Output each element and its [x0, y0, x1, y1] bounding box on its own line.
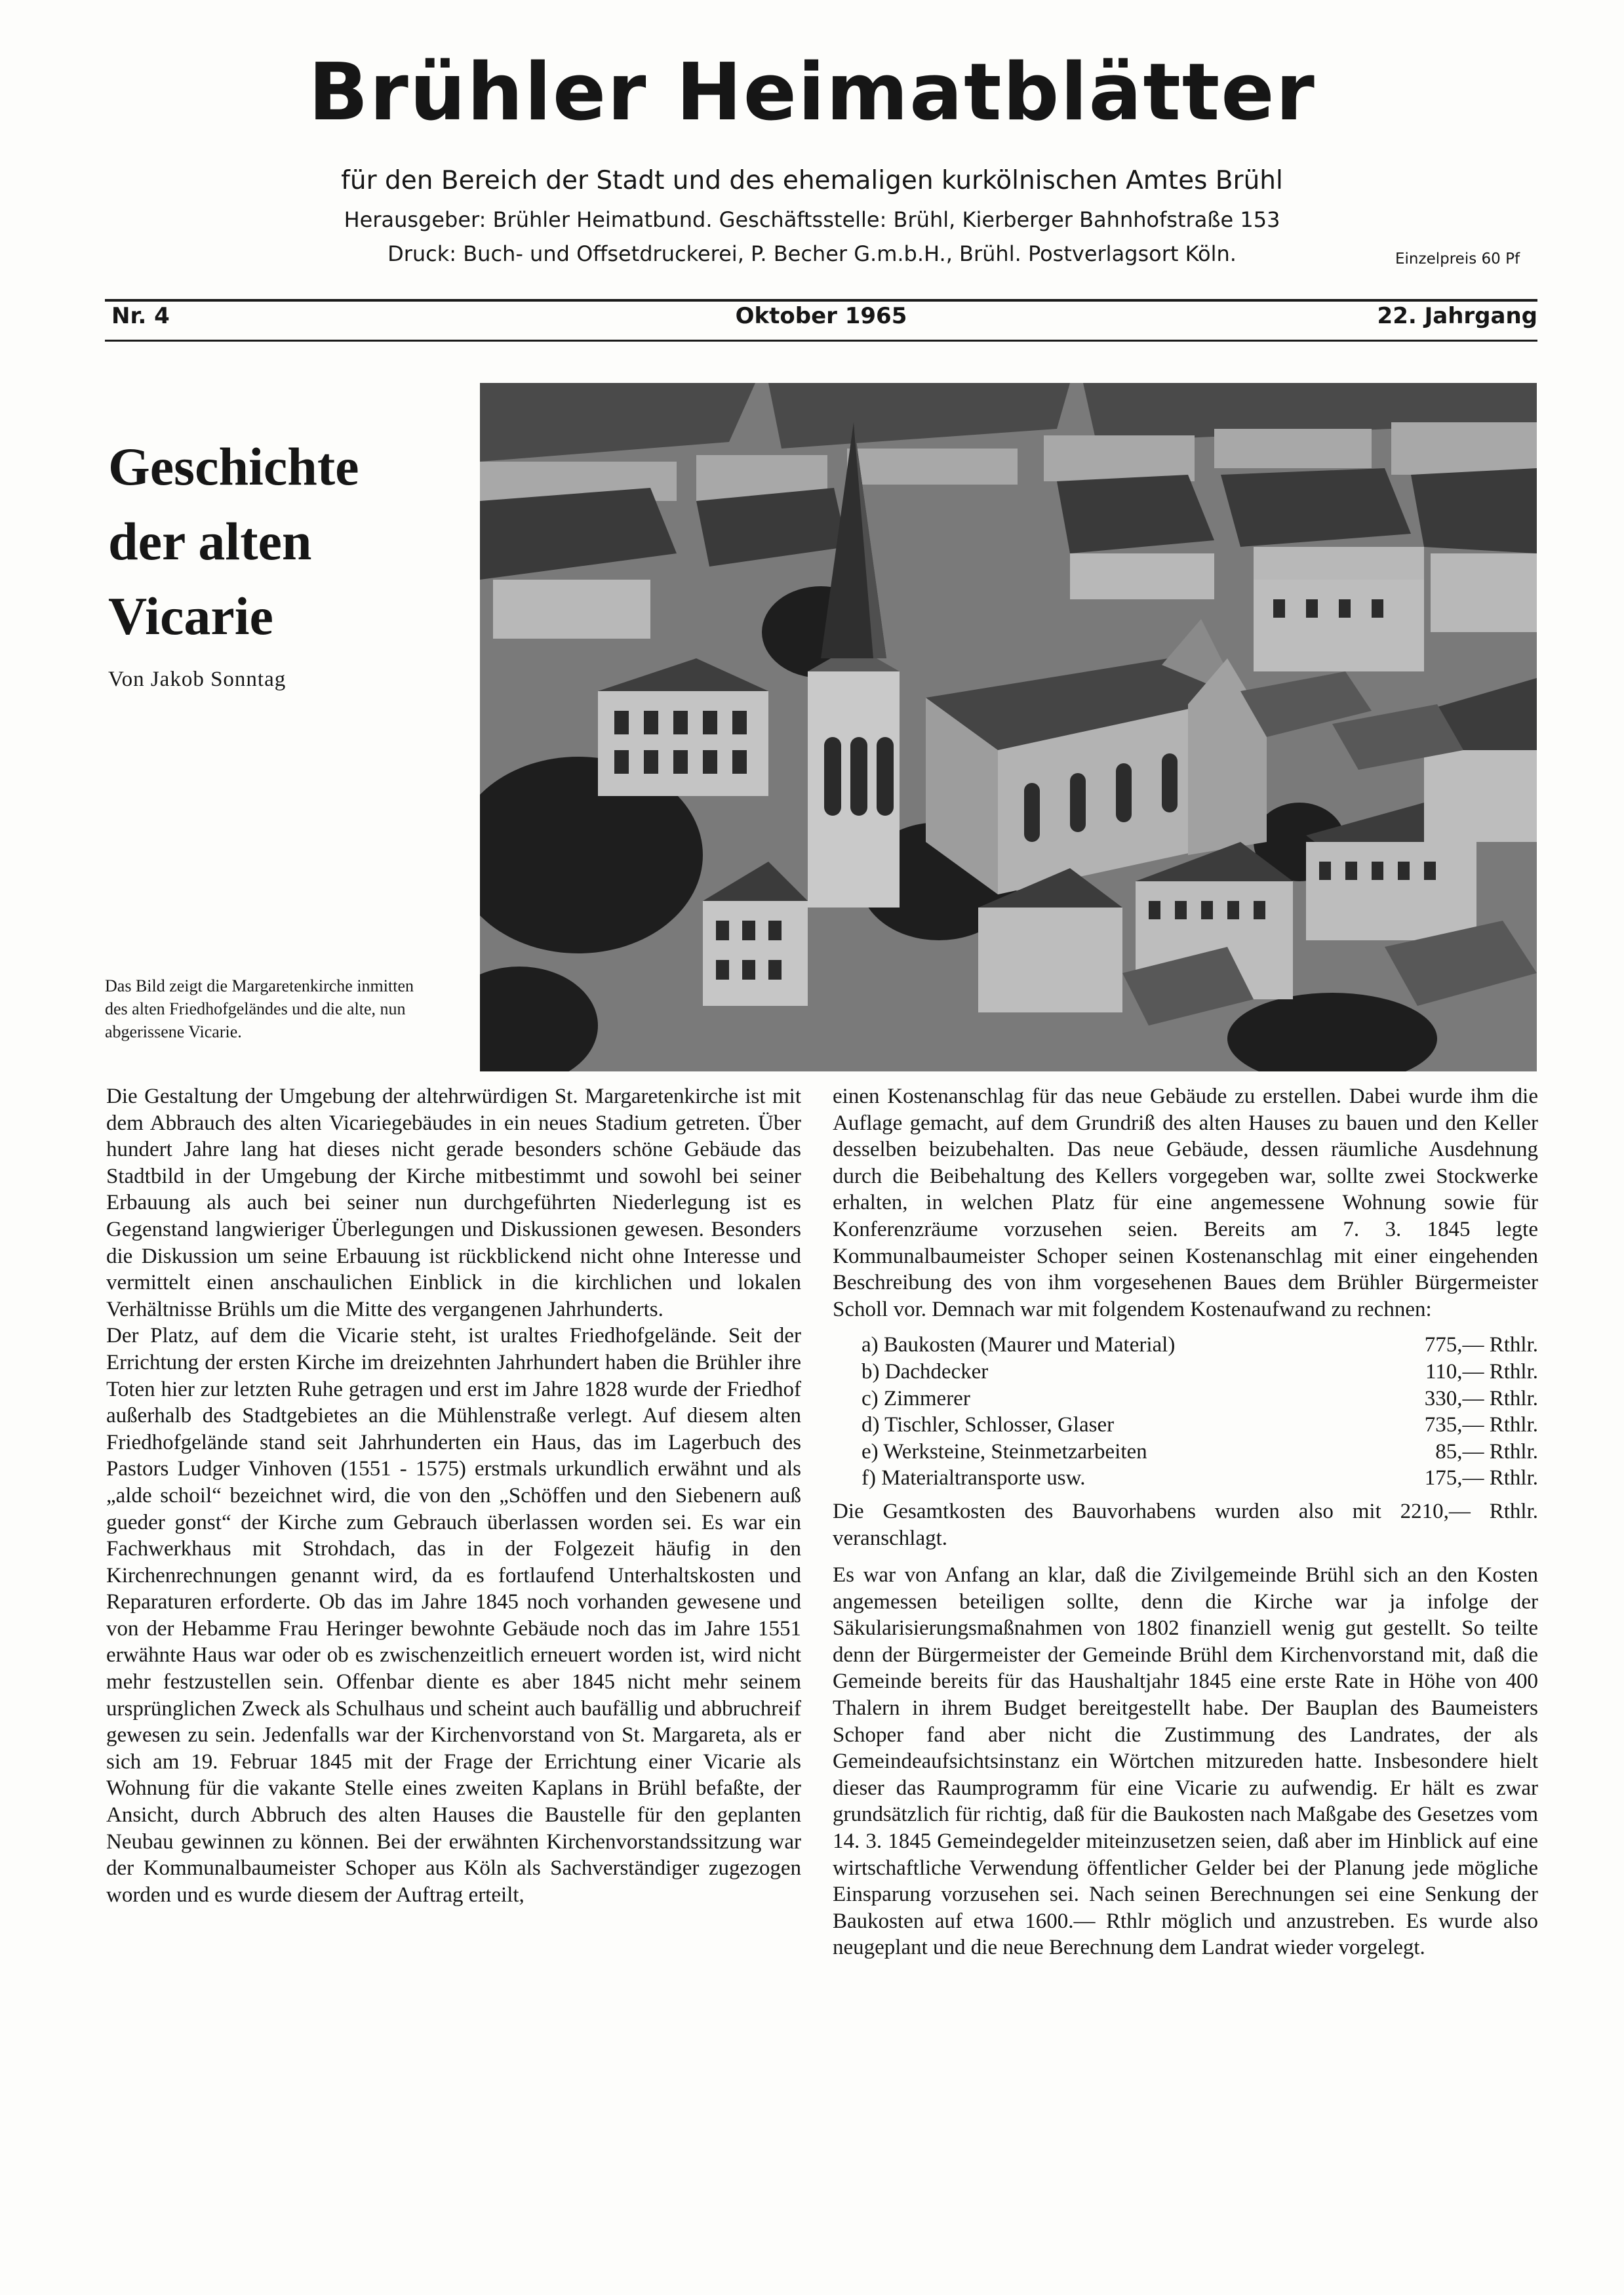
cost-amount: 175,— Rthlr. — [1424, 1466, 1538, 1490]
article-paragraph: einen Kostenanschlag für das neue Gebäude zu erstellen. Dabei wurde ihm die Auflage gemacht, auf dem Grundriß des alten Hauses zu bauen und den Keller desselben beizubehalten. Das neue Gebäude, dessen räumliche Ausdehnung durch die Beibehaltung des Kellers vorgegeben war, sollte zwei Stockwerke erhalten, in welchen Platz für eine angemessene Wohnung sowie für Konferenzräume vorzusehen seien. Bereits am 7. 3. 1845 legte Kommunalbaumeister Schoper seinen Kostenanschlag mit einer eingehenden Beschreibung des von ihm vorgesehenen Baues dem Brühler Bürgermeister Scholl vor. Demnach war mit folgendem Kostenaufwand zu rechnen: — [833, 1085, 1538, 1321]
top-divider — [105, 299, 1537, 302]
issue-date: Oktober 1965 — [735, 303, 907, 329]
cost-amount: 735,— Rthlr. — [1424, 1413, 1538, 1437]
article-title-line: der alten — [108, 511, 312, 571]
issue-number: Nr. 4 — [111, 303, 170, 329]
cost-label: c) Zimmerer — [862, 1386, 970, 1410]
cost-row — [862, 1332, 1538, 1359]
photo-caption: Das Bild zeigt die Margaretenkirche inmitten des alten Friedhofgeländes und die alte, nun abgerissene Vicarie. — [105, 976, 414, 1041]
article-column-right — [833, 1083, 1538, 2231]
article-title-line: Geschichte — [108, 437, 359, 496]
article-byline: Von Jakob Sonntag — [108, 668, 287, 691]
masthead-printer: Druck: Buch- und Offsetdruckerei, P. Becher G.m.b.H., Brühl. Postverlagsort Köln. — [387, 241, 1237, 266]
cost-label: b) Dachdecker — [862, 1359, 989, 1384]
cost-list — [862, 1332, 1538, 1492]
article-title — [108, 429, 449, 654]
aerial-church-photo — [480, 383, 1537, 1071]
cost-amount: 85,— Rthlr. — [1435, 1439, 1538, 1464]
cost-total: Die Gesamtkosten des Bauvorhabens wurden also mit 2210,— Rthlr. veranschlagt. — [833, 1499, 1538, 1550]
cost-amount: 110,— Rthlr. — [1425, 1359, 1538, 1384]
cost-row — [862, 1412, 1538, 1439]
cost-amount: 775,— Rthlr. — [1424, 1333, 1538, 1357]
article-paragraph: Die Gestaltung der Umgebung der altehrwürdigen St. Margaretenkirche ist mit dem Abbrauch des alten Vicariegebäudes in ein neues Stadium getreten. Über hundert Jahre lang hat dieses nicht gerade besonders schöne Gebäude das Stadtbild in der Umgebung der Kirche mitbestimmt und sowohl bei seiner Erbauung als auch bei seiner nun durchgeführten Niederlegung ist es Gegenstand langwieriger Überlegungen und Diskussionen gewesen. Besonders die Diskussion um seine Erbauung ist rückblickend nicht ohne Interesse und vermittelt einen anschaulichen Einblick in die kirchlichen und lokalen Verhältnisse Brühls um die Mitte des vergangenen Jahrhunderts. — [106, 1085, 801, 1321]
price-label: Einzelpreis 60 Pf — [1395, 250, 1520, 268]
cost-label: a) Baukosten (Maurer und Material) — [862, 1333, 1176, 1357]
cost-label: e) Werksteine, Steinmetzarbeiten — [862, 1439, 1147, 1464]
masthead-publisher: Herausgeber: Brühler Heimatbund. Geschäftsstelle: Brühl, Kierberger Bahnhofstraße 153 — [344, 207, 1280, 232]
cost-row — [862, 1386, 1538, 1412]
article-paragraph: Es war von Anfang an klar, daß die Zivilgemeinde Brühl sich an den Kosten angemessen beteiligen sollte, denn die Kirche war ja infolge der Säkularisierungsmaßnahmen von 1802 finanziell wenig gut gestellt. So teilte denn der Bürgermeister der Gemeinde Brühl dem Kirchenvorstand mit, daß die Gemeinde bereits für das Haushaltjahr 1845 eine erste Rate in Höhe von 400 Thalern in ihrem Budget bereitgestellt habe. Der Bauplan des Baumeisters Schoper fand aber nicht die Zustimmung des Landrates, der als Gemeindeaufsichtsinstanz ein Wörtchen mitzureden hatte. Insbesondere hielt dieser das Raumprogramm für eine Vicarie zu aufwendig. Er hält es zwar grundsätzlich für richtig, daß für die Baukosten nach Maßgabe des Gesetzes vom 14. 3. 1845 Gemeindegelder miteinzusetzen seien, daß aber im Hinblick auf eine wirtschaftliche Verwendung öffentlicher Gelder bei der Planung jede mögliche Einsparung vorzusehen sei. Nach seinen Berechnungen sei eine Senkung der Baukosten auf etwa 1600.— Rthlr möglich und anzustreben. Es wurde also neugeplant und die neue Berechnung dem Landrat wieder vorgelegt. — [833, 1563, 1538, 1960]
paragraph-gap — [833, 1551, 1538, 1562]
cost-label: d) Tischler, Schlosser, Glaser — [862, 1413, 1115, 1437]
cost-row — [862, 1359, 1538, 1386]
masthead-subtitle: für den Bereich der Stadt und des ehemaligen kurkölnischen Amtes Brühl — [341, 166, 1283, 195]
masthead-title: Brühler Heimatblätter — [308, 47, 1316, 138]
cost-row — [862, 1465, 1538, 1492]
article-title-line: Vicarie — [108, 586, 273, 646]
article-column-left — [106, 1083, 801, 2231]
cost-amount: 330,— Rthlr. — [1424, 1386, 1538, 1410]
cost-row — [862, 1439, 1538, 1466]
cost-label: f) Materialtransporte usw. — [862, 1466, 1086, 1490]
issue-year: 22. Jahrgang — [1377, 303, 1537, 329]
bottom-divider — [105, 340, 1537, 342]
article-paragraph: Der Platz, auf dem die Vicarie steht, ist uraltes Friedhofgelände. Seit der Errichtung der ersten Kirche im dreizehnten Jahrhundert haben die Brühler ihre Toten hier zur letzten Ruhe getragen und erst im Jahre 1828 wurde der Friedhof außerhalb des Stadtgebietes an die Mühlenstraße verlegt. Auf diesem alten Friedhofgelände stand seit Jahrhunderten ein Haus, das im Lagerbuch des Pastors Ludger Vinhoven (1551 - 1575) erstmals urkundlich erwähnt und als „alde schoil“ bezeichnet wird, die von den „Schöffen und den Siebenern auß gueder gonst“ der Kirche zum Gebrauch überlassen worden sei. Es war ein Fachwerkhaus mit Strohdach, das in der Folgezeit häufig in den Kirchenrechnungen genannt wird, da es fortlaufend Unterhaltskosten und Reparaturen erforderte. Ob das im Jahre 1845 noch vorhanden gewesene und von der Hebamme Frau Heringer bewohnte Gebäude noch das im Jahre 1551 erwähnte Haus war oder ob es zwischenzeitlich erneuert worden ist, wird nicht mehr festzustellen sein. Offenbar diente es aber 1845 nicht mehr seinem ursprünglichen Zweck als Schulhaus und scheint auch baufällig und abbruchreif gewesen zu sein. Jedenfalls war der Kirchenvorstand von St. Margareta, als er sich am 19. Februar 1845 mit der Frage der Errichtung einer Vicarie als Wohnung für die vakante Stelle eines zweiten Kaplans in Brühl befaßte, der Ansicht, durch Abbruch des alten Hauses die Baustelle für den geplanten Neubau gewinnen zu können. Bei der erwähnten Kirchenvorstandssitzung war der Kommunalbaumeister Schoper aus Köln als Sachverständiger zugezogen worden und es wurde diesem der Auftrag erteilt, — [106, 1324, 801, 1907]
